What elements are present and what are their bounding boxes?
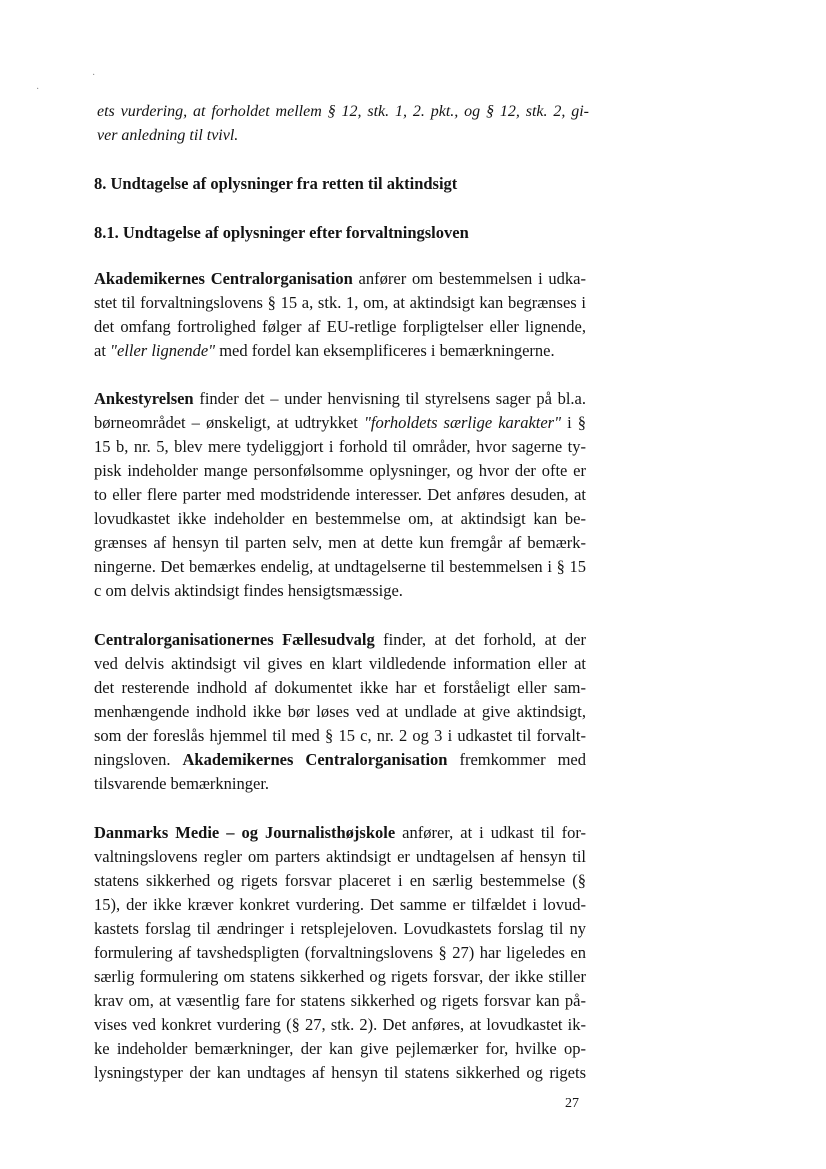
p2-line-2 [94, 411, 586, 435]
p2-text: i § [561, 413, 586, 432]
p4-line-7: særlig formulering om statens sikkerhed og rigets forsvar, der ikke stiller [94, 967, 586, 986]
p4-line-10: ke indeholder bemærkninger, der kan give pejlemærker for, hvilke op- [94, 1039, 586, 1058]
org-name: Akademikernes Centralorganisation [94, 269, 353, 288]
p3-line-5: som der foreslås hjemmel til med § 15 c, nr. 2 og 3 i udkastet til forvalt- [94, 726, 586, 745]
p4-line-4: 15), der ikke kræver konkret vurdering. Det samme er tilfældet i lovud- [94, 895, 586, 914]
p1-text: at [94, 341, 111, 360]
p1-quote: "eller lignende" [110, 341, 216, 360]
p4-text: anfører, at i udkast til for- [395, 823, 586, 842]
p2-line-1 [94, 387, 586, 411]
p4-line-6: formulering af tavshedspligten (forvaltningslovens § 27) har ligeledes en [94, 943, 586, 962]
org-name: Akademikernes Centralorganisation [182, 750, 448, 769]
p2-text: børneområdet – ønskeligt, at udtrykket [94, 413, 364, 432]
p3-text: fremkommer med [447, 750, 586, 769]
p1-line-2: stet til forvaltningslovens § 15 a, stk. 1, om, at aktindsigt kan begrænses i [94, 293, 586, 312]
org-name: Centralorganisationernes Fællesudvalg [94, 630, 375, 649]
intro-line-1: ets vurdering, at forholdet mellem § 12, stk. 1, 2. pkt., og § 12, stk. 2, gi- [97, 103, 589, 120]
org-name: Danmarks Medie – og Journalisthøjskole [94, 823, 396, 842]
p1-line-4 [94, 339, 555, 363]
p2-line-4: pisk indeholder mange personfølsomme oplysninger, og hvor der ofte er [94, 461, 586, 480]
page-number: 27 [565, 1096, 579, 1111]
p4-line-1 [94, 821, 586, 845]
p3-line-1 [94, 628, 586, 652]
p3-line-2: ved delvis aktindsigt vil gives en klart vildledende information eller at [94, 654, 586, 673]
p2-line-3: 15 b, nr. 5, blev mere tydeliggjort i forhold til områder, hvor sagerne ty- [94, 437, 586, 456]
p2-line-9: c om delvis aktindsigt findes hensigtsmæssige. [94, 581, 403, 600]
p3-text: finder, at det forhold, at der [374, 630, 586, 649]
p4-line-11: lysningstyper der kan undtages af hensyn til statens sikkerhed og rigets [94, 1063, 586, 1082]
p4-line-3: statens sikkerhed og rigets forsvar placeret i en særlig bestemmelse (§ [94, 871, 586, 890]
p3-line-4: menhængende indhold ikke bør løses ved at undlade at give aktindsigt, [94, 702, 586, 721]
p2-text: finder det – under henvisning til styrelsens sager på bl.a. [193, 389, 586, 408]
p3-line-7: tilsvarende bemærkninger. [94, 774, 270, 793]
section-heading-8-1: 8.1. Undtagelse af oplysninger efter forvaltningsloven [94, 223, 469, 242]
p1-line-1 [94, 267, 586, 291]
p3-line-6 [94, 748, 586, 772]
org-name: Ankestyrelsen [94, 389, 194, 408]
p1-text: anfører om bestemmelsen i udka- [352, 269, 587, 288]
p1-line-3: det omfang fortrolighed følger af EU-retlige forpligtelser eller lignende, [94, 317, 586, 336]
p2-line-8: ningerne. Det bemærkes endelig, at undtagelserne til bestemmelsen i § 15 [94, 557, 586, 576]
scan-speck: · [92, 70, 96, 81]
p3-text: ningsloven. [94, 750, 183, 769]
intro-line-2: ver anledning til tvivl. [97, 127, 239, 144]
p2-line-6: lovudkastet ikke indeholder en bestemmelse om, at aktindsigt kan be- [94, 509, 586, 528]
p3-line-3: det resterende indhold af dokumentet ikke har et forståeligt eller sam- [94, 678, 586, 697]
p2-quote: "forholdets særlige karakter" [363, 413, 562, 432]
p4-line-2: valtningslovens regler om parters aktindsigt er undtagelsen af hensyn til [94, 847, 586, 866]
scan-speck: · [36, 84, 40, 95]
p4-line-9: vises ved konkret vurdering (§ 27, stk. 2). Det anføres, at lovudkastet ik- [94, 1015, 586, 1034]
p2-line-7: grænses af hensyn til parten selv, men at dette kun fremgår af bemærk- [94, 533, 586, 552]
p4-line-5: kastets forslag til ændringer i retsplejeloven. Lovudkastets forslag til ny [94, 919, 586, 938]
p1-text: med fordel kan eksemplificeres i bemærkningerne. [215, 341, 555, 360]
p4-line-8: krav om, at væsentlig fare for statens sikkerhed og rigets forsvar kan på- [94, 991, 586, 1010]
section-heading-8: 8. Undtagelse af oplysninger fra retten til aktindsigt [94, 174, 458, 193]
p2-line-5: to eller flere parter med modstridende interesser. Det anføres desuden, at [94, 485, 586, 504]
